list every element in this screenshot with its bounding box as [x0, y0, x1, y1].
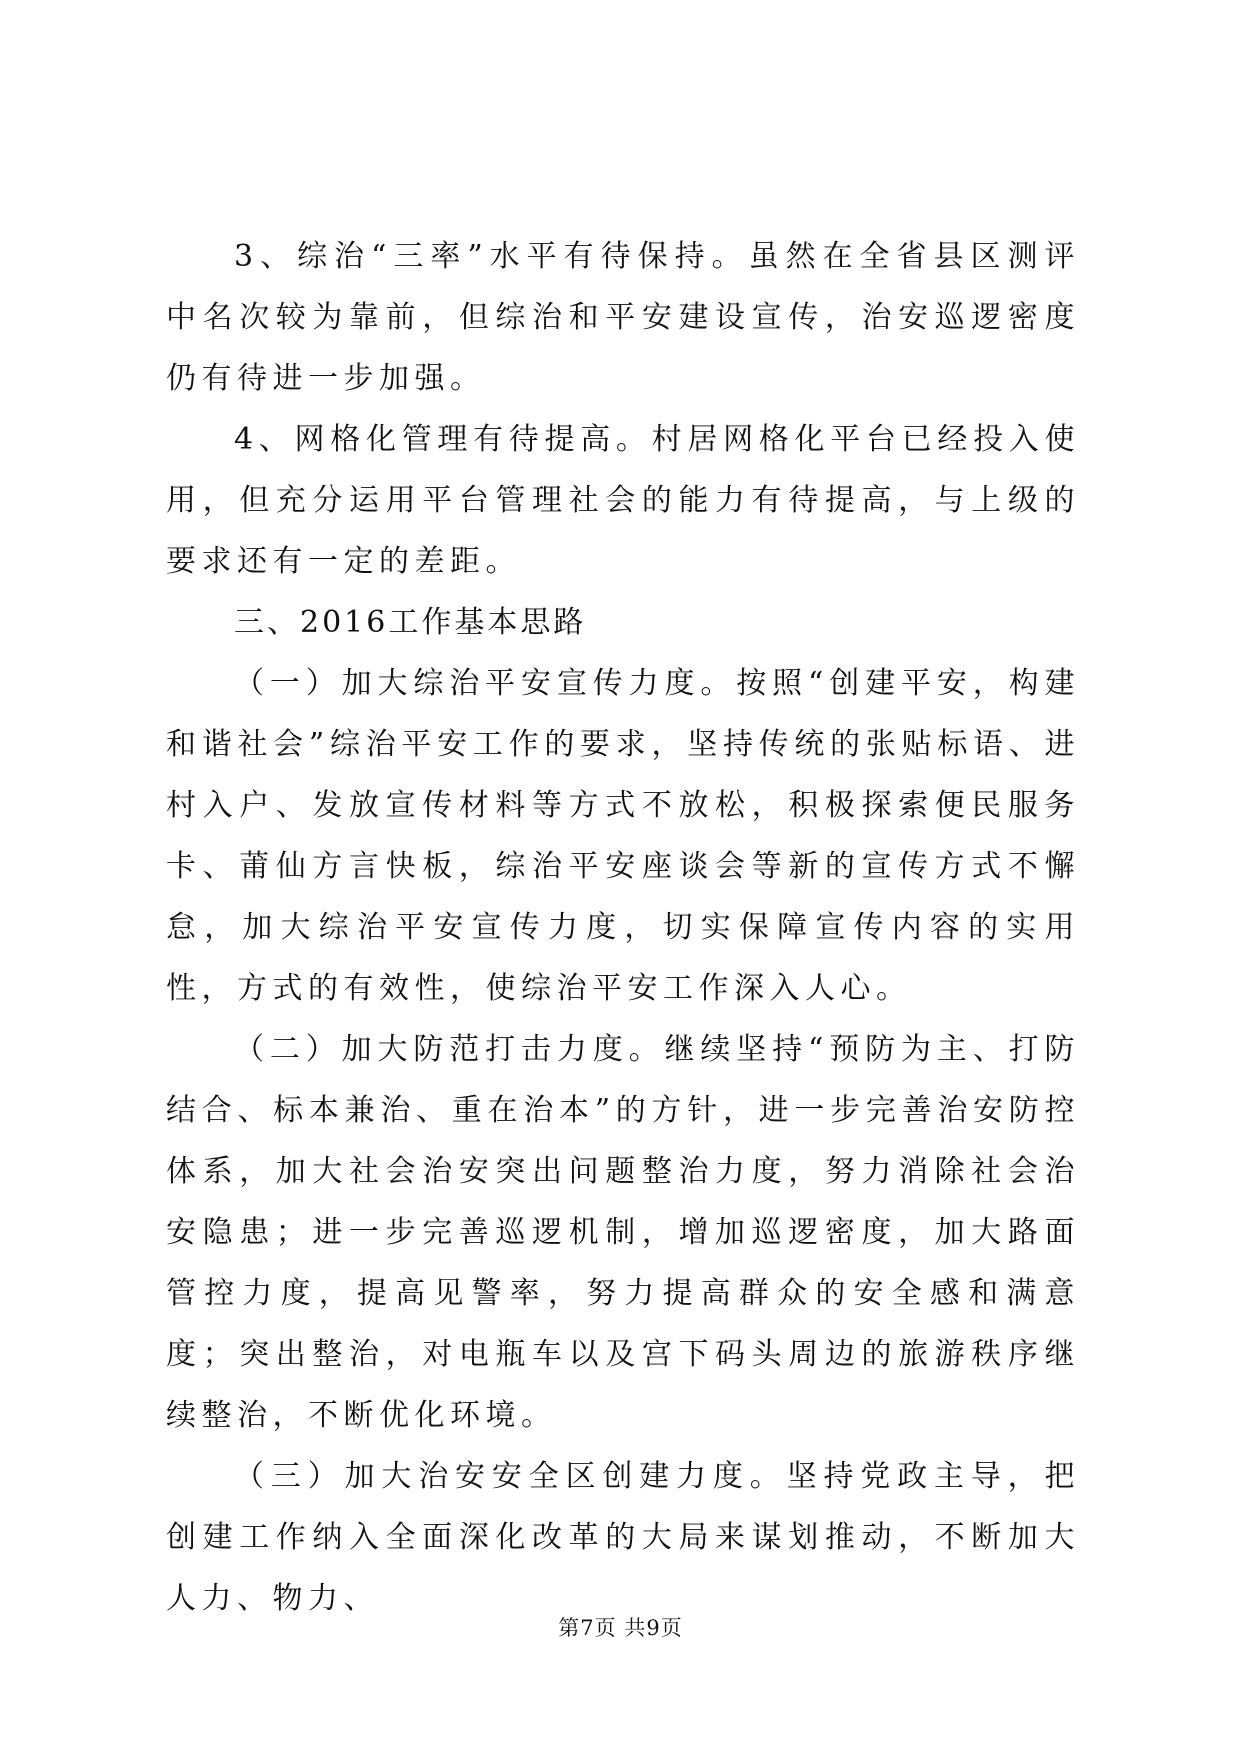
- page-number: 第7页 共9页: [558, 1616, 683, 1640]
- paragraph-plan-3: （三）加大治安安全区创建力度。坚持党政主导，把创建工作纳入全面深化改革的大局来谋划推动，不断加大人力、物力、: [166, 1459, 1080, 1616]
- paragraph-issue-4: 4、网格化管理有待提高。村居网格化平台已经投入使用，但充分运用平台管理社会的能力有待提高，与上级的要求还有一定的差距。: [166, 422, 1080, 579]
- section-heading: 三、2016工作基本思路: [234, 605, 587, 640]
- paragraph-plan-2: （二）加大防范打击力度。继续坚持“预防为主、打防结合、标本兼治、重在治本”的方针，进一步完善治安防控体系，加大社会治安突出问题整治力度，努力消除社会治安隐患；进一步完善巡逻机制，增加巡逻密度，加大路面管控力度，提高见警率，努力提高群众的安全感和满意度；突出整治，对电瓶车以及宫下码头周边的旅游秩序继续整治，不断优化环境。: [166, 1032, 1080, 1433]
- document-body: [166, 226, 1080, 1629]
- paragraph-issue-3: 3、综治“三率”水平有待保持。虽然在全省县区测评中名次较为靠前，但综治和平安建设宣传，治安巡逻密度仍有待进一步加强。: [166, 239, 1080, 396]
- paragraph-plan-1: （一）加大综治平安宣传力度。按照“创建平安，构建和谐社会”综治平安工作的要求，坚持传统的张贴标语、进村入户、发放宣传材料等方式不放松，积极探索便民服务卡、莆仙方言快板，综治平安座谈会等新的宣传方式不懈怠，加大综治平安宣传力度，切实保障宣传内容的实用性，方式的有效性，使综治平安工作深入人心。: [166, 666, 1080, 1006]
